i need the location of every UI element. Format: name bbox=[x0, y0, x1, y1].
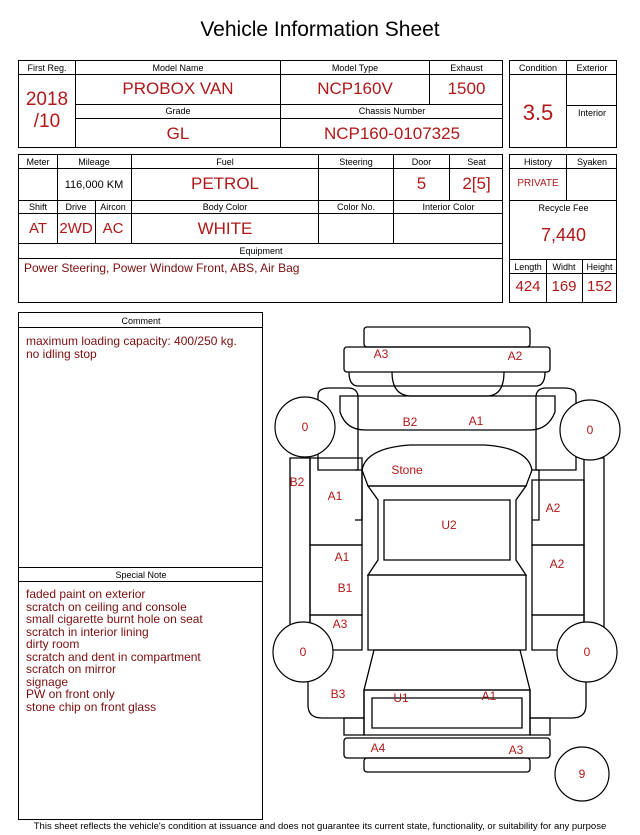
history-value: PRIVATE bbox=[517, 178, 559, 189]
model-name-value: PROBOX VAN bbox=[122, 79, 234, 98]
mark-bonnet-left: B2 bbox=[402, 415, 418, 429]
note-line: scratch on mirror bbox=[26, 662, 117, 676]
first-reg-year: 2018 bbox=[25, 89, 69, 110]
note-line: scratch in interior lining bbox=[26, 624, 149, 639]
shift-value: AT bbox=[28, 220, 48, 237]
mark-windshield: Stone bbox=[391, 463, 423, 477]
mark-front-bumper-left: A3 bbox=[373, 347, 389, 361]
mark-back-door-right: A1 bbox=[481, 689, 497, 703]
history-label: History bbox=[523, 157, 552, 167]
body-color-label: Body Color bbox=[202, 202, 248, 212]
mark-right-front-door: A2 bbox=[545, 501, 561, 515]
mark-left-quarter: A3 bbox=[332, 617, 348, 631]
note-line: PW on front only bbox=[26, 687, 115, 701]
interior-color-label: Interior Color bbox=[422, 202, 475, 212]
special-note-label: Special Note bbox=[115, 570, 167, 580]
mark-left-rear-door-upper: A1 bbox=[334, 550, 350, 564]
history-table bbox=[509, 154, 617, 303]
exterior-label: Exterior bbox=[576, 63, 608, 73]
fuel-label: Fuel bbox=[216, 157, 234, 167]
note-line: signage bbox=[26, 674, 69, 689]
steering-label: Steering bbox=[339, 157, 373, 167]
note-line: stone chip on front glass bbox=[26, 699, 157, 714]
first-reg-label: First Reg. bbox=[27, 63, 67, 73]
aircon-value: AC bbox=[102, 220, 124, 237]
seat-value: 2[5] bbox=[462, 174, 491, 193]
page-title: Vehicle Information Sheet bbox=[200, 18, 440, 41]
tire-front-left-value: 0 bbox=[301, 420, 309, 434]
comment-line: maximum loading capacity: 400/250 kg. bbox=[26, 334, 237, 348]
mark-left-rear-corner: B3 bbox=[330, 687, 346, 701]
recycle-fee-label: Recycle Fee bbox=[538, 203, 589, 213]
syaken-label: Syaken bbox=[576, 157, 608, 167]
length-label: Length bbox=[514, 262, 542, 272]
grade-value: GL bbox=[166, 124, 190, 143]
spare-tire-value: 9 bbox=[578, 767, 586, 781]
condition-label: Condition bbox=[518, 63, 558, 73]
height-value: 152 bbox=[586, 278, 613, 295]
first-reg-month: /10 bbox=[33, 111, 61, 132]
car-damage-diagram bbox=[265, 315, 625, 820]
exhaust-label: Exhaust bbox=[450, 63, 483, 73]
drive-value: 2WD bbox=[59, 220, 93, 237]
tire-front-right-value: 0 bbox=[586, 423, 594, 437]
tire-rear-right-value: 0 bbox=[583, 645, 591, 659]
note-line: scratch and dent in compartment bbox=[26, 649, 201, 664]
chassis-label: Chassis Number bbox=[358, 106, 426, 116]
equipment-value: Power Steering, Power Window Front, ABS, Air Bag bbox=[24, 261, 300, 275]
comment-label: Comment bbox=[121, 316, 161, 326]
seat-label: Seat bbox=[467, 157, 486, 167]
comment-line: no idling stop bbox=[26, 346, 97, 361]
drive-label: Drive bbox=[65, 202, 87, 212]
color-no-label: Color No. bbox=[336, 202, 375, 212]
width-label: Widht bbox=[552, 262, 576, 272]
interior-label: Interior bbox=[577, 108, 606, 118]
recycle-fee-value: 7,440 bbox=[540, 225, 587, 245]
equipment-label: Equipment bbox=[239, 246, 283, 256]
chassis-value: NCP160-0107325 bbox=[323, 124, 461, 143]
comment-section bbox=[18, 312, 263, 820]
mark-bonnet-right: A1 bbox=[468, 414, 484, 428]
mark-right-rear-door: A2 bbox=[549, 557, 565, 571]
mark-roof: U2 bbox=[441, 518, 457, 532]
model-info-table bbox=[18, 60, 503, 148]
tire-rear-left-value: 0 bbox=[299, 645, 307, 659]
grade-label: Grade bbox=[165, 106, 191, 116]
mark-rear-bumper-left: A4 bbox=[370, 741, 386, 755]
mark-front-bumper-right: A2 bbox=[507, 349, 523, 363]
damage-marks bbox=[290, 347, 594, 781]
fuel-value: PETROL bbox=[190, 174, 260, 193]
mark-left-front-door: A1 bbox=[327, 489, 343, 503]
note-line: small cigarette burnt hole on seat bbox=[26, 612, 203, 626]
note-line: dirty room bbox=[26, 637, 80, 651]
model-type-value: NCP160V bbox=[317, 79, 393, 98]
shift-label: Shift bbox=[28, 202, 47, 212]
disclaimer-footer: This sheet reflects the vehicle's condition at issuance and does not guarantee its current state, functionality, or suitability for any purpose bbox=[33, 821, 607, 832]
condition-value: 3.5 bbox=[522, 100, 554, 125]
mileage-value: 116,000 KM bbox=[64, 179, 124, 191]
door-label: Door bbox=[411, 157, 432, 167]
mark-back-door-left: U1 bbox=[393, 691, 409, 705]
condition-table bbox=[509, 60, 617, 148]
door-value: 5 bbox=[416, 174, 427, 193]
length-value: 424 bbox=[515, 278, 541, 295]
spec-table bbox=[18, 154, 503, 303]
model-type-label: Model Type bbox=[331, 63, 379, 73]
mark-rear-bumper-right: A3 bbox=[508, 743, 524, 757]
model-name-label: Model Name bbox=[152, 63, 204, 73]
note-line: scratch on ceiling and console bbox=[26, 599, 187, 614]
mark-left-fender: B2 bbox=[289, 475, 305, 489]
meter-label: Meter bbox=[26, 157, 50, 167]
body-color-value: WHITE bbox=[197, 219, 253, 238]
mark-left-rear-door: B1 bbox=[337, 581, 353, 595]
mileage-label: Mileage bbox=[78, 157, 110, 167]
height-label: Height bbox=[586, 262, 613, 272]
aircon-label: Aircon bbox=[100, 202, 126, 212]
width-value: 169 bbox=[551, 278, 577, 295]
note-line: faded paint on exterior bbox=[26, 587, 146, 601]
exhaust-value: 1500 bbox=[447, 79, 486, 98]
